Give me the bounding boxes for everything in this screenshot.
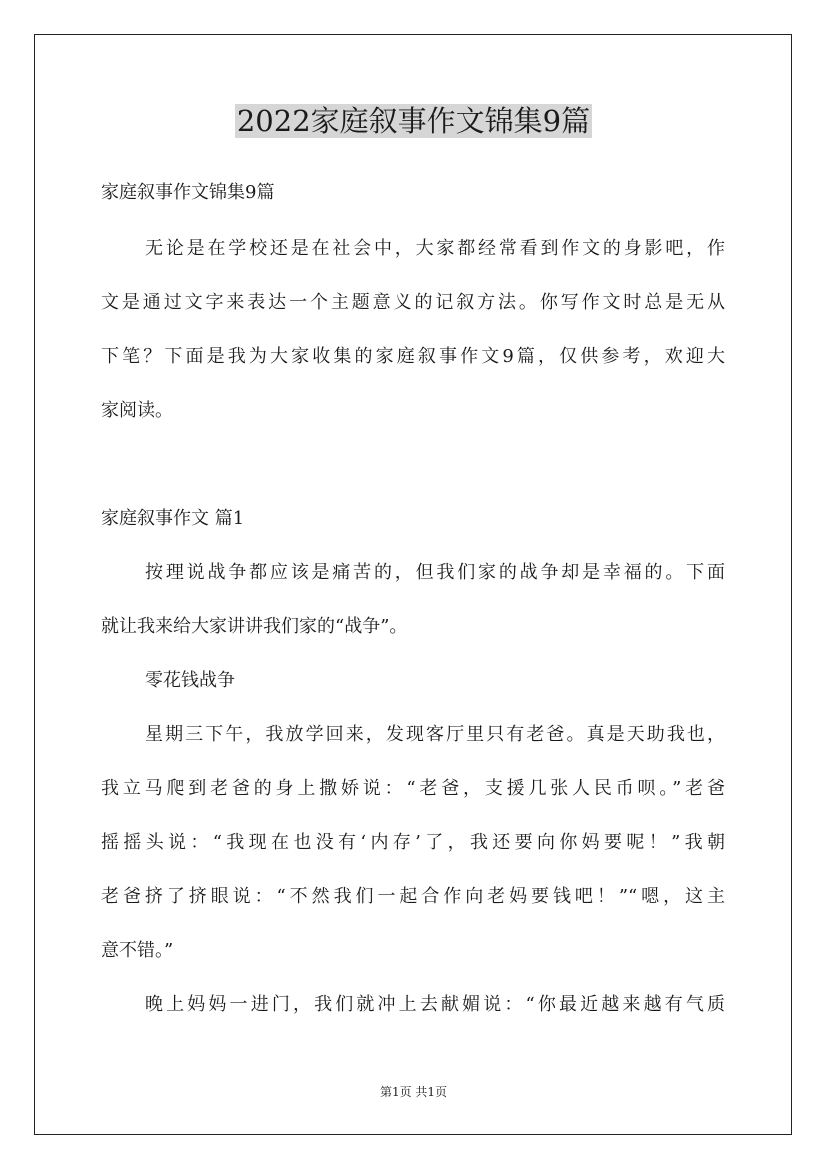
page-footer: 第1页 共1页	[379, 1085, 448, 1099]
section-heading: 家庭叙事作文 篇1	[101, 508, 245, 529]
paragraph-line: 老爸挤了挤眼说：“不然我们一起合作向老妈要钱吧！”“嗯，这主	[101, 886, 725, 907]
paragraph-line: 摇摇头说：“我现在也没有‘内存’了，我还要向你妈要呢！”我朝	[101, 832, 725, 853]
document-subtitle: 家庭叙事作文锦集9篇	[101, 182, 275, 203]
intro-line: 家阅读。	[101, 400, 173, 421]
paragraph-line: 星期三下午，我放学回来，发现客厅里只有老爸。真是天助我也，	[145, 724, 725, 745]
paragraph-line: 我立马爬到老爸的身上撒娇说：“老爸，支援几张人民币呗。”老爸	[101, 778, 725, 799]
paragraph-line: 按理说战争都应该是痛苦的，但我们家的战争却是幸福的。下面	[145, 562, 725, 583]
paragraph-line: 意不错。”	[101, 940, 174, 961]
intro-line: 下笔？下面是我为大家收集的家庭叙事作文9篇，仅供参考，欢迎大	[101, 346, 725, 367]
paragraph-line: 就让我来给大家讲讲我们家的“战争”。	[101, 616, 408, 637]
paragraph-line: 晚上妈妈一进门，我们就冲上去献媚说：“你最近越来越有气质	[145, 994, 725, 1015]
intro-line: 无论是在学校还是在社会中，大家都经常看到作文的身影吧，作	[145, 238, 725, 259]
document-title-text: 2022家庭叙事作文锦集9篇	[236, 104, 591, 138]
intro-line: 文是通过文字来表达一个主题意义的记叙方法。你写作文时总是无从	[101, 292, 725, 313]
section-subheading: 零花钱战争	[145, 670, 235, 691]
document-title	[0, 101, 827, 141]
